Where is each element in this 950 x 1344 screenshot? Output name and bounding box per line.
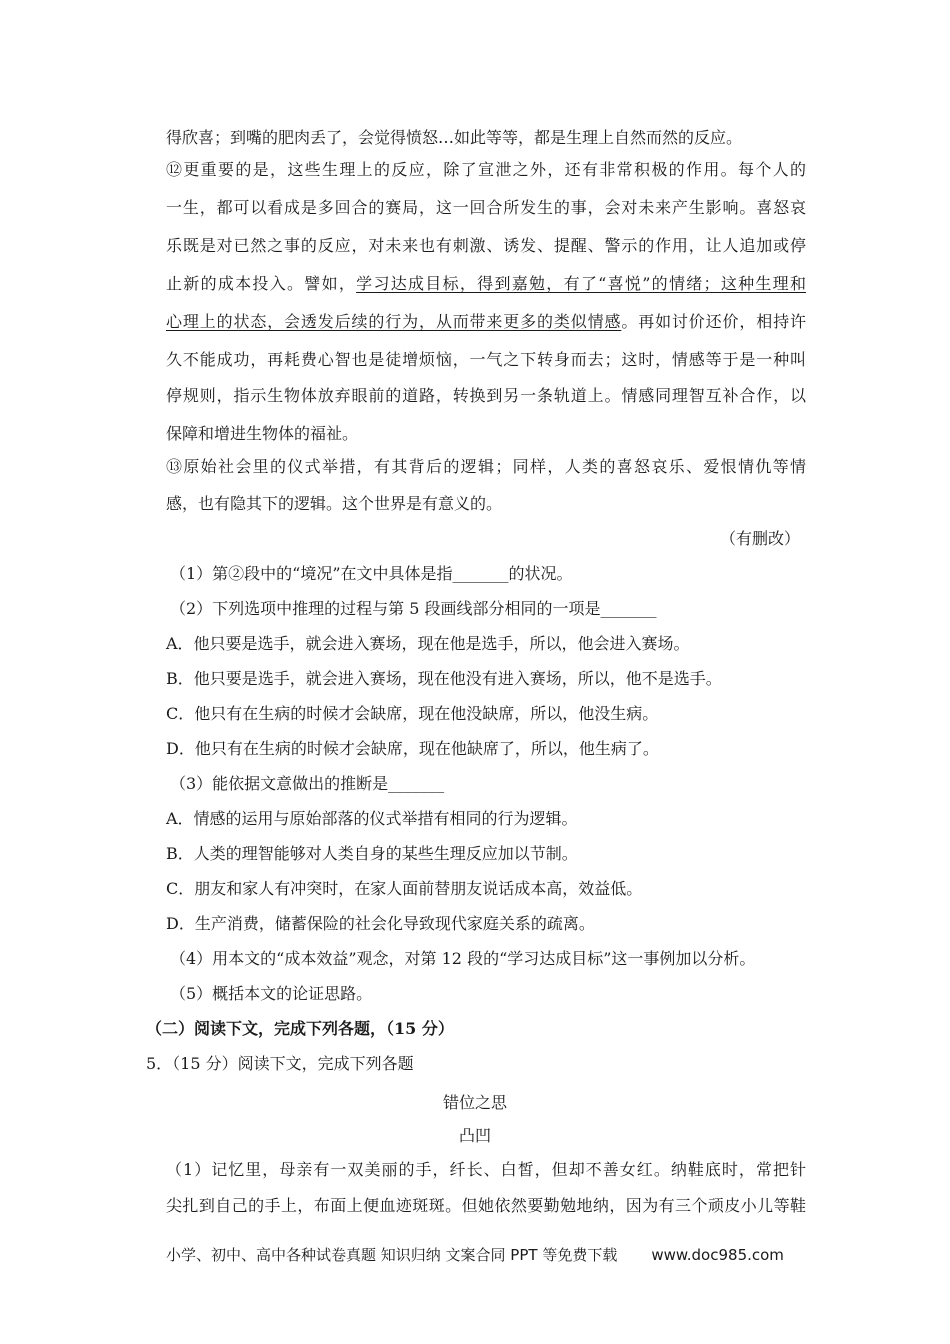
paragraph-12-line-6: 久不能成功，再耗费心智也是徒增烦恼，一气之下转身而去；这时，情感等于是一种叫 xyxy=(166,350,806,369)
question-1: （1）第②段中的“境况”在文中具体是指_______的状况。 xyxy=(170,564,573,583)
paragraph-12-line-7: 停规则，指示生物体放弃眼前的道路，转换到另一条轨道上。情感同理智互补合作，以 xyxy=(166,386,806,405)
underlined-text: 心理上的状态，会透发后续的行为，从而带来更多的类似情感 xyxy=(166,312,622,331)
question-5: （5）概括本文的论证思路。 xyxy=(170,984,373,1003)
paragraph-12-line-3: 乐既是对已然之事的反应，对未来也有刺激、诱发、提醒、警示的作用，让人追加或停 xyxy=(166,236,806,255)
question-5-intro: 5．（15 分）阅读下文，完成下列各题 xyxy=(146,1054,414,1073)
paragraph-12-line-8: 保障和增进生物体的福祉。 xyxy=(166,424,359,443)
underlined-text: 学习达成目标，得到嘉勉，有了“喜悦”的情绪；这种生理和 xyxy=(356,274,806,293)
footer-site-link[interactable]: www.doc985.com xyxy=(651,1246,784,1264)
question-3-option-d: D．生产消费，储蓄保险的社会化导致现代家庭关系的疏离。 xyxy=(166,914,595,933)
paragraph-11-end: 得欣喜；到嘴的肥肉丢了，会觉得愤怒…如此等等，都是生理上自然而然的反应。 xyxy=(166,128,743,147)
paragraph-13-line-2: 感，也有隐其下的逻辑。这个世界是有意义的。 xyxy=(166,494,503,513)
paragraph-12-line-4 xyxy=(166,273,806,295)
question-3: （3）能依据文意做出的推断是_______ xyxy=(170,774,445,793)
article-paragraph-1-line-2: 尖扎到自己的手上，布面上便血迹斑斑。但她依然要勤勉地纳，因为有三个顽皮小儿等鞋 xyxy=(166,1196,806,1215)
paragraph-12-line-2: 一生，都可以看成是多回合的赛局，这一回合所发生的事，会对未来产生影响。喜怒哀 xyxy=(166,198,806,217)
article-author: 凸凹 xyxy=(458,1126,491,1145)
article-title: 错位之思 xyxy=(442,1093,507,1112)
paragraph-13-line-1: ⑬原始社会里的仪式举措，有其背后的逻辑；同样，人类的喜怒哀乐、爱恨情仇等情 xyxy=(166,457,806,476)
section-2-heading: （二）阅读下文，完成下列各题，（15 分） xyxy=(146,1019,454,1038)
edit-note: （有删改） xyxy=(719,529,800,548)
article-paragraph-1-line-1: （1）记忆里，母亲有一双美丽的手，纤长、白皙，但却不善女红。纳鞋底时，常把针 xyxy=(166,1160,806,1179)
question-2-option-b: B．他只要是选手，就会进入赛场，现在他没有进入赛场，所以，他不是选手。 xyxy=(166,669,722,688)
paragraph-12-line-5 xyxy=(166,311,806,333)
question-2-option-a: A．他只要是选手，就会进入赛场，现在他是选手，所以，他会进入赛场。 xyxy=(166,634,690,653)
footer xyxy=(166,1244,806,1266)
text-segment: 止新的成本投入。譬如， xyxy=(166,274,357,293)
question-3-option-a: A．情感的运用与原始部落的仪式举措有相同的行为逻辑。 xyxy=(166,809,578,828)
question-3-option-c: C．朋友和家人有冲突时，在家人面前替朋友说话成本高，效益低。 xyxy=(166,879,643,898)
question-2: （2）下列选项中推理的过程与第 5 段画线部分相同的一项是_______ xyxy=(170,599,657,618)
text-segment: 。再如讨价还价，相持许 xyxy=(621,312,806,331)
question-2-option-c: C．他只有在生病的时候才会缺席，现在他没缺席，所以，他没生病。 xyxy=(166,704,659,723)
question-3-option-b: B．人类的理智能够对人类自身的某些生理反应加以节制。 xyxy=(166,844,578,863)
paragraph-12-line-1: ⑫更重要的是，这些生理上的反应，除了宣泄之外，还有非常积极的作用。每个人的 xyxy=(166,160,806,179)
footer-text: 小学、初中、高中各种试卷真题 知识归纳 文案合同 PPT 等免费下载 xyxy=(166,1246,618,1264)
question-2-option-d: D．他只有在生病的时候才会缺席，现在他缺席了，所以，他生病了。 xyxy=(166,739,659,758)
question-4: （4）用本文的“成本效益”观念，对第 12 段的“学习达成目标”这一事例加以分析。 xyxy=(170,949,756,968)
